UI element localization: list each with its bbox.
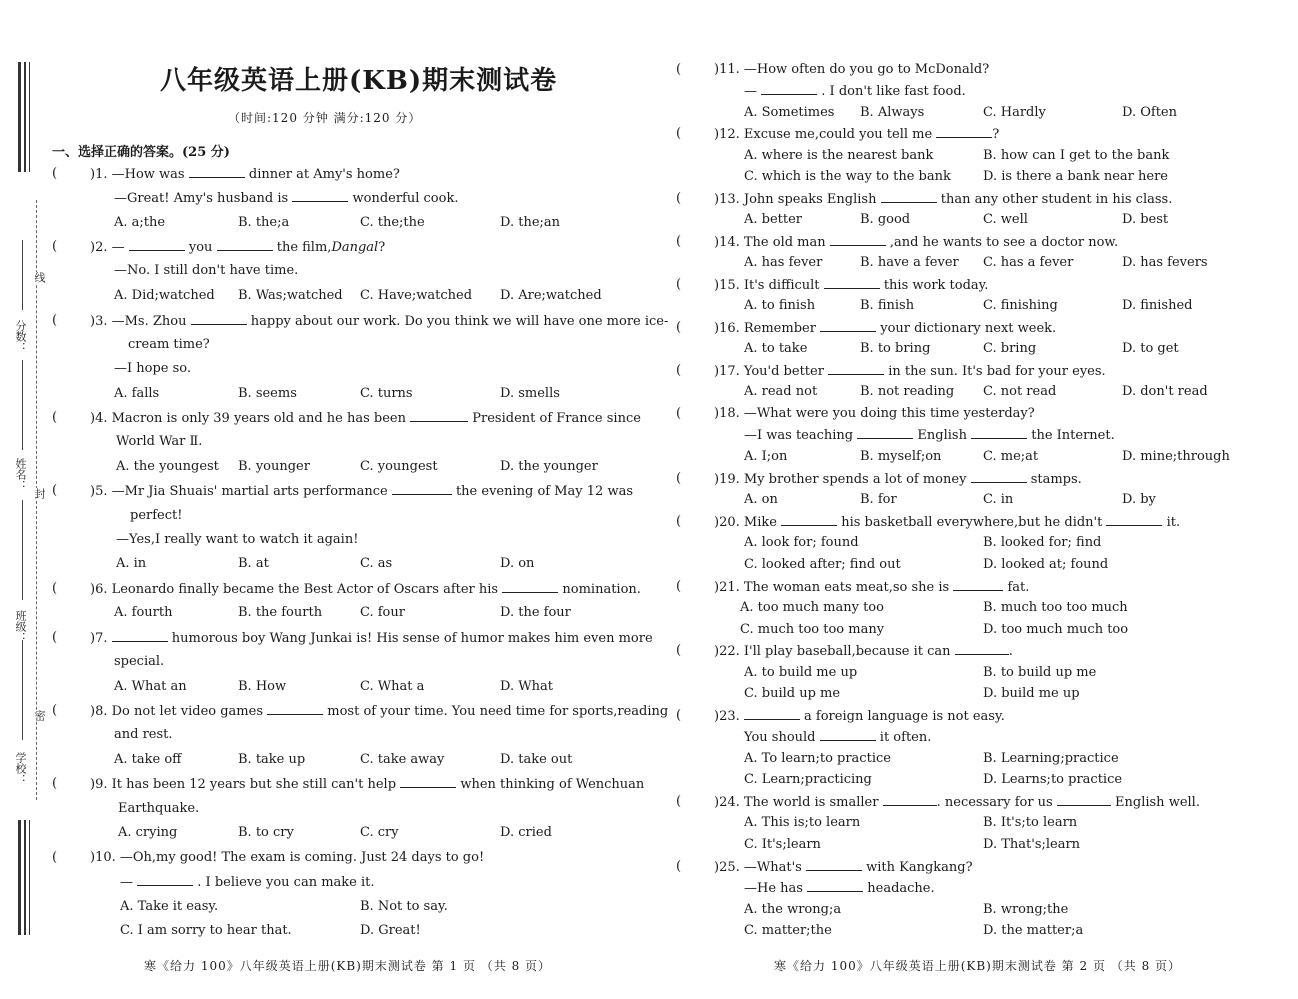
- option-a: A. where is the nearest bank: [744, 148, 934, 163]
- question-text: fat.: [1007, 580, 1030, 595]
- option-b: B. seems: [238, 386, 297, 401]
- option-a: A. in: [116, 556, 147, 571]
- answer-paren: (: [52, 483, 58, 498]
- option-b: B. at: [238, 556, 269, 571]
- question-text: )7.: [90, 631, 108, 646]
- answer-blank: [936, 126, 992, 138]
- question-text: his basketball everywhere,but he didn't: [841, 515, 1103, 530]
- question-text: the film,: [276, 240, 332, 255]
- question-text: You should: [744, 730, 816, 745]
- question-text: your dictionary next week.: [880, 321, 1057, 336]
- question-text: )10. —Oh,my good! The exam is coming. Just 24 days to go!: [90, 850, 485, 865]
- answer-blank: [953, 579, 1003, 591]
- answer-paren: (: [52, 703, 58, 718]
- margin-bar: [24, 820, 26, 935]
- question-text: )5. —Mr Jia Shuais' martial arts performance: [90, 484, 388, 499]
- question-text: it often.: [879, 730, 932, 745]
- answer-blank: [828, 363, 884, 375]
- answer-blank: [857, 427, 913, 439]
- answer-blank: [1106, 514, 1162, 526]
- option-b: B. not reading: [860, 384, 955, 399]
- question-text: )15. It's difficult: [714, 278, 820, 293]
- answer-blank: [806, 859, 862, 871]
- option-b: B. to build up me: [983, 665, 1097, 680]
- option-c: C. much too too many: [740, 622, 885, 637]
- option-b: B. take up: [238, 752, 306, 767]
- option-d: D. too much much too: [983, 622, 1129, 637]
- option-b: B. myself;on: [860, 449, 942, 464]
- answer-paren: (: [52, 581, 58, 596]
- option-b: B. good: [860, 212, 911, 227]
- score-label: 分数：: [14, 320, 27, 353]
- option-a: A. the wrong;a: [744, 902, 842, 917]
- option-b: B. to bring: [860, 341, 931, 356]
- option-c: C. well: [983, 212, 1028, 227]
- option-a: A. on: [744, 492, 778, 507]
- answer-paren: (: [676, 406, 682, 421]
- section-heading: 一、选择正确的答案。(25 分): [52, 145, 230, 160]
- option-a: A. look for; found: [744, 535, 859, 550]
- xian-mark: 线: [33, 272, 46, 283]
- answer-paren: (: [676, 708, 682, 723]
- option-d: D. build me up: [983, 686, 1080, 701]
- option-b: B. for: [860, 492, 897, 507]
- option-a: A. I;on: [744, 449, 788, 464]
- question-text: )24. The world is smaller: [714, 795, 879, 810]
- answer-blank: [217, 239, 273, 251]
- option-a: A. Take it easy.: [120, 899, 219, 914]
- question-text: —Yes,I really want to watch it again!: [116, 532, 359, 547]
- answer-blank: [292, 190, 348, 202]
- answer-blank: [744, 708, 800, 720]
- option-d: D. take out: [500, 752, 573, 767]
- question-text: )19. My brother spends a lot of money: [714, 472, 967, 487]
- option-c: C. not read: [983, 384, 1057, 399]
- answer-blank: [881, 191, 937, 203]
- answer-paren: (: [676, 126, 682, 141]
- option-a: A. better: [744, 212, 803, 227]
- margin-bar: [18, 62, 21, 172]
- option-b: B. finish: [860, 298, 915, 313]
- question-text: )16. Remember: [714, 321, 816, 336]
- question-text: )18. —What were you doing this time yesterday?: [714, 406, 1035, 421]
- answer-blank: [971, 471, 1027, 483]
- option-b: B. the;a: [238, 215, 290, 230]
- question-text: )17. You'd better: [714, 364, 824, 379]
- mi-mark: 密: [33, 710, 46, 721]
- answer-paren: (: [676, 579, 682, 594]
- question-text: )4. Macron is only 39 years old and he has been: [90, 411, 406, 426]
- school-field-line: [22, 640, 23, 740]
- option-c: C. as: [360, 556, 393, 571]
- option-c: C. has a fever: [983, 255, 1074, 270]
- question-text: Earthquake.: [118, 801, 200, 816]
- option-c: C. bring: [983, 341, 1037, 356]
- option-d: D. Great!: [360, 923, 421, 938]
- option-d: D. by: [1122, 492, 1156, 507]
- answer-paren: (: [676, 514, 682, 529]
- answer-blank: [410, 410, 468, 422]
- option-a: A. falls: [114, 386, 160, 401]
- question-text: with Kangkang?: [866, 860, 973, 875]
- option-d: D. to get: [1122, 341, 1179, 356]
- name-field-line: [22, 360, 23, 450]
- question-text: )3. —Ms. Zhou: [90, 314, 187, 329]
- option-c: C. turns: [360, 386, 413, 401]
- answer-blank: [830, 234, 886, 246]
- answer-paren: (: [676, 62, 682, 77]
- question-text: —: [120, 875, 133, 890]
- option-c: C. take away: [360, 752, 445, 767]
- option-a: A. a;the: [114, 215, 166, 230]
- question-text: wonderful cook.: [352, 191, 459, 206]
- film-title: Dangal: [331, 240, 379, 255]
- option-c: C. the;the: [360, 215, 425, 230]
- answer-blank: [392, 483, 452, 495]
- option-d: D. smells: [500, 386, 560, 401]
- option-a: A. This is;to learn: [744, 815, 861, 830]
- answer-paren: (: [676, 471, 682, 486]
- answer-blank: [1057, 794, 1111, 806]
- option-a: A. Sometimes: [744, 105, 835, 120]
- option-c: C. which is the way to the bank: [744, 169, 951, 184]
- question-text: perfect!: [130, 508, 183, 523]
- option-b: B. to cry: [238, 825, 294, 840]
- option-d: D. best: [1122, 212, 1169, 227]
- question-text: )13. John speaks English: [714, 192, 877, 207]
- answer-paren: (: [676, 234, 682, 249]
- question-text: headache.: [867, 881, 935, 896]
- option-a: A. take off: [114, 752, 182, 767]
- option-d: D. finished: [1122, 298, 1193, 313]
- feng-mark: 封: [33, 488, 46, 499]
- question-text: World War Ⅱ.: [116, 434, 203, 449]
- answer-blank: [883, 794, 937, 806]
- option-b: B. younger: [238, 459, 310, 474]
- option-a: A. What an: [114, 679, 187, 694]
- answer-paren: (: [52, 239, 58, 254]
- option-d: D. That's;learn: [983, 837, 1081, 852]
- answer-paren: (: [52, 313, 58, 328]
- option-c: C. I am sorry to hear that.: [120, 923, 292, 938]
- option-b: B. wrong;the: [983, 902, 1069, 917]
- answer-blank: [761, 83, 817, 95]
- school-label: 学校：: [14, 752, 27, 785]
- question-text: )20. Mike: [714, 515, 777, 530]
- option-c: C. four: [360, 605, 405, 620]
- option-b: B. the fourth: [238, 605, 323, 620]
- question-text: —No. I still don't have time.: [114, 263, 299, 278]
- option-b: B. how can I get to the bank: [983, 148, 1170, 163]
- question-text: happy about our work. Do you think we will have one more ice-: [250, 314, 669, 329]
- question-text: ?: [378, 240, 386, 255]
- option-a: A. to take: [744, 341, 808, 356]
- option-a: A. Did;watched: [114, 288, 215, 303]
- option-d: D. has fevers: [1122, 255, 1208, 270]
- option-c: C. youngest: [360, 459, 438, 474]
- answer-paren: (: [676, 643, 682, 658]
- exam-info: （时间:120 分钟 满分:120 分）: [228, 111, 422, 125]
- question-text: in the sun. It's bad for your eyes.: [888, 364, 1106, 379]
- option-d: D. the;an: [500, 215, 561, 230]
- option-c: C. Learn;practicing: [744, 772, 872, 787]
- answer-blank: [824, 277, 880, 289]
- option-a: A. to finish: [744, 298, 816, 313]
- question-text: .: [1008, 644, 1013, 659]
- question-text: nomination.: [562, 582, 641, 597]
- answer-paren: (: [52, 630, 58, 645]
- answer-blank: [820, 729, 876, 741]
- option-b: B. It's;to learn: [983, 815, 1078, 830]
- option-d: D. What: [500, 679, 553, 694]
- answer-paren: (: [676, 859, 682, 874]
- question-text: a foreign language is not easy.: [804, 709, 1005, 724]
- answer-paren: (: [52, 410, 58, 425]
- question-text: President of France since: [472, 411, 641, 426]
- option-b: B. Not to say.: [360, 899, 448, 914]
- option-a: A. fourth: [114, 605, 173, 620]
- question-text: most of your time. You need time for sports,reading: [327, 704, 669, 719]
- name-label: 姓名：: [14, 458, 27, 491]
- option-b: B. Was;watched: [238, 288, 343, 303]
- option-d: D. Learns;to practice: [983, 772, 1123, 787]
- option-c: C. Hardly: [983, 105, 1046, 120]
- option-c: C. cry: [360, 825, 399, 840]
- question-text: )12. Excuse me,could you tell me: [714, 127, 933, 142]
- question-text: —I was teaching: [744, 428, 854, 443]
- answer-paren: (: [676, 794, 682, 809]
- margin-bar: [18, 820, 21, 935]
- option-d: D. mine;through: [1122, 449, 1230, 464]
- option-d: D. the four: [500, 605, 571, 620]
- question-text: ,and he wants to see a doctor now.: [889, 235, 1119, 250]
- answer-blank: [191, 313, 247, 325]
- question-text: —I hope so.: [114, 361, 192, 376]
- page-footer: 寒《给力 100》八年级英语上册(KB)期末测试卷 第 1 页 （共 8 页）: [144, 959, 552, 973]
- option-c: C. Have;watched: [360, 288, 473, 303]
- question-text: the Internet.: [1031, 428, 1115, 443]
- option-b: B. How: [238, 679, 287, 694]
- question-text: cream time?: [128, 337, 210, 352]
- answer-blank: [781, 514, 837, 526]
- question-text: )6. Leonardo finally became the Best Actor of Oscars after his: [90, 582, 499, 597]
- answer-paren: (: [52, 166, 58, 181]
- option-b: B. have a fever: [860, 255, 959, 270]
- page-title: 八年级英语上册(KB)期末测试卷: [160, 66, 558, 96]
- option-a: A. too much many too: [740, 600, 884, 615]
- question-text: . I believe you can make it.: [197, 875, 375, 890]
- question-text: )25. —What's: [714, 860, 802, 875]
- question-text: )11. —How often do you go to McDonald?: [714, 62, 990, 77]
- question-text: )8. Do not let video games: [90, 704, 263, 719]
- answer-paren: (: [676, 277, 682, 292]
- question-text: special.: [114, 654, 165, 669]
- option-a: A. read not: [744, 384, 818, 399]
- option-b: B. Always: [860, 105, 925, 120]
- option-c: C. It's;learn: [744, 837, 821, 852]
- option-d: D. Often: [1122, 105, 1177, 120]
- question-text: . necessary for us: [936, 795, 1053, 810]
- question-text: ?: [992, 127, 1000, 142]
- question-text: —He has: [744, 881, 803, 896]
- option-c: C. looked after; find out: [744, 557, 901, 572]
- question-text: English: [917, 428, 967, 443]
- answer-blank: [267, 703, 323, 715]
- question-text: . I don't like fast food.: [821, 84, 966, 99]
- margin-bar: [24, 62, 26, 172]
- option-d: D. the matter;a: [983, 923, 1084, 938]
- question-text: humorous boy Wang Junkai is! His sense of humor makes him even more: [171, 631, 653, 646]
- margin-bar: [29, 62, 30, 172]
- option-d: D. looked at; found: [983, 557, 1109, 572]
- option-b: B. looked for; find: [983, 535, 1102, 550]
- answer-blank: [137, 874, 193, 886]
- option-d: D. is there a bank near here: [983, 169, 1168, 184]
- question-text: English well.: [1115, 795, 1200, 810]
- option-b: B. much too too much: [983, 600, 1128, 615]
- option-c: C. build up me: [744, 686, 841, 701]
- option-d: D. Are;watched: [500, 288, 602, 303]
- option-d: D. don't read: [1122, 384, 1208, 399]
- answer-paren: (: [52, 850, 58, 865]
- question-text: —: [744, 84, 757, 99]
- answer-paren: (: [52, 776, 58, 791]
- question-text: )9. It has been 12 years but she still can't help: [90, 777, 397, 792]
- question-text: )22. I'll play baseball,because it can: [714, 644, 951, 659]
- answer-blank: [955, 643, 1009, 655]
- question-text: )2. —: [90, 240, 125, 255]
- question-text: )1. —How was: [90, 167, 185, 182]
- option-a: A. To learn;to practice: [744, 751, 891, 766]
- question-text: you: [188, 240, 213, 255]
- option-a: A. to build me up: [744, 665, 858, 680]
- option-a: A. the youngest: [116, 459, 219, 474]
- question-text: than any other student in his class.: [940, 192, 1173, 207]
- option-c: C. finishing: [983, 298, 1058, 313]
- answer-blank: [129, 239, 185, 251]
- option-d: D. cried: [500, 825, 552, 840]
- question-text: dinner at Amy's home?: [248, 167, 400, 182]
- option-d: D. the younger: [500, 459, 598, 474]
- question-text: it.: [1166, 515, 1181, 530]
- page-footer: 寒《给力 100》八年级英语上册(KB)期末测试卷 第 2 页 （共 8 页）: [774, 959, 1182, 973]
- answer-blank: [807, 880, 863, 892]
- question-text: —Great! Amy's husband is: [114, 191, 289, 206]
- option-b: B. Learning;practice: [983, 751, 1119, 766]
- answer-blank: [400, 776, 456, 788]
- option-a: A. crying: [118, 825, 178, 840]
- question-text: the evening of May 12 was: [455, 484, 633, 499]
- class-label: 班级：: [14, 610, 27, 643]
- score-field-line: [22, 240, 23, 310]
- answer-blank: [971, 427, 1027, 439]
- answer-paren: (: [676, 191, 682, 206]
- answer-blank: [189, 166, 245, 178]
- class-field-line: [22, 500, 23, 600]
- question-text: and rest.: [114, 727, 173, 742]
- margin-bar: [29, 820, 30, 935]
- question-text: when thinking of Wenchuan: [460, 777, 645, 792]
- option-c: C. in: [983, 492, 1014, 507]
- question-text: )21. The woman eats meat,so she is: [714, 580, 950, 595]
- question-text: stamps.: [1030, 472, 1082, 487]
- answer-paren: (: [676, 320, 682, 335]
- answer-blank: [112, 630, 168, 642]
- question-text: this work today.: [883, 278, 989, 293]
- option-c: C. me;at: [983, 449, 1039, 464]
- option-a: A. has fever: [744, 255, 823, 270]
- answer-paren: (: [676, 363, 682, 378]
- option-c: C. matter;the: [744, 923, 832, 938]
- option-d: D. on: [500, 556, 535, 571]
- question-text: )14. The old man: [714, 235, 826, 250]
- question-text: )23.: [714, 709, 740, 724]
- option-c: C. What a: [360, 679, 425, 694]
- answer-blank: [820, 320, 876, 332]
- answer-blank: [502, 581, 558, 593]
